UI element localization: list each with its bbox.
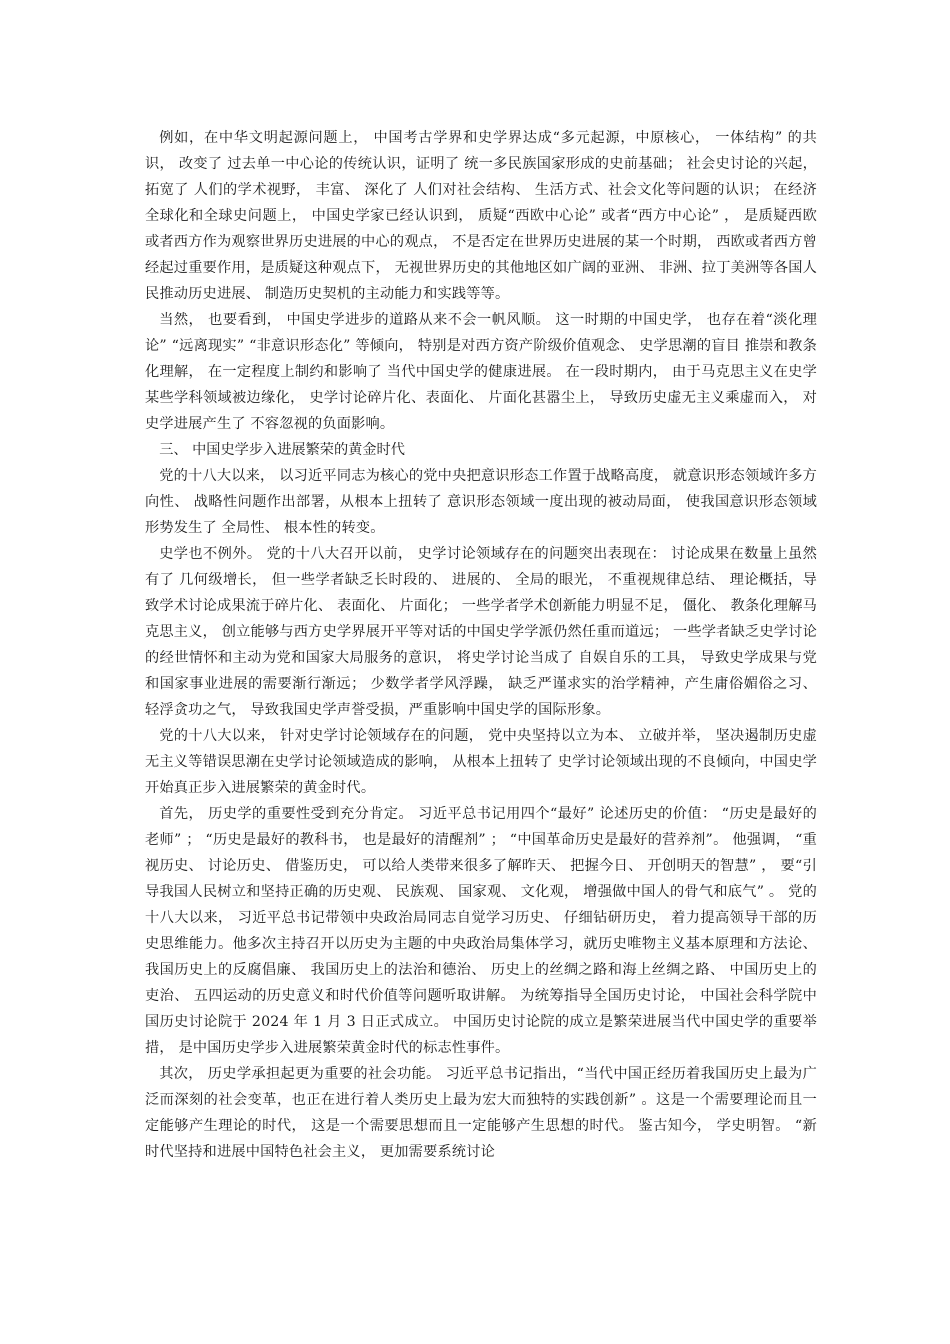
section-heading: 三、 中国史学步入进展繁荣的黄金时代	[159, 442, 405, 458]
paragraph-first-importance: 首先， 历史学的重要性受到充分肯定。 习近平总书记用四个“最好” 论述历史的价值： “历史是最好的老师” ； “历史是最好的教科书， 也是最好的清醒剂” ； “中国革命历史是最好的营养剂”。 他强调， “重视历史、 讨论历史、 借鉴历史， 可以给人类带来很多了解昨天、 把握今日、 开创明天的智慧” ， 要“引导我国人民树立和坚持正确的历史观、 民族观、 国家观、 文化观， 增强做中国人的骨气和底气” 。 党的十八大以来， 习近平总书记带领中央政治局同志自觉学习历史、 仔细钻研历史， 着力提高领导干部的历史思维能力。他多次主持召开以历史为主题的中央政治局集体学习，就历史唯物主义基本原理和方法论、 我国历史上的反腐倡廉、 我国历史上的法治和德治、 历史上的丝绸之路和海上丝绸之路、 中国历史上的吏治、 五四运动的历史意义和时代价值等问题听取讲解。 为统筹指导全国历史讨论， 中国社会科学院中国历史讨论院于 2024 年 1 月 3 日正式成立。 中国历史讨论院的成立是繁荣进展当代中国史学的重要举措， 是中国历史学步入进展繁荣黄金时代的标志性事件。	[145, 806, 817, 1056]
paragraph-civilization-origin: 例如，在中华文明起源问题上， 中国考古学界和史学界达成“多元起源，中原核心， 一体结构” 的共识， 改变了 过去单一中心论的传统认识，证明了 统一多民族国家形成的史前基础； 社会史讨论的兴起，拓宽了 人们的学术视野， 丰富、 深化了 人们对社会结构、 生活方式、社会文化等问题的认识； 在经济全球化和全球史问题上， 中国史学家已经认识到， 质疑“西欧中心论” 或者“西方中心论” ， 是质疑西欧或者西方作为观察世界历史进展的中心的观点， 不是否定在世界历史进展的某一个时期， 西欧或者西方曾经起过重要作用，是质疑这种观点下， 无视世界历史的其他地区如广阔的亚洲、 非洲、拉丁美洲等各国人民推动历史进展、 制造历史契机的主动能力和实践等等。	[145, 130, 817, 302]
paragraph-golden-age: 党的十八大以来， 针对史学讨论领域存在的问题， 党中央坚持以立为本、 立破并举， 坚决遏制历史虚无主义等错误思潮在史学讨论领域造成的影响， 从根本上扭转了 史学讨论领域出现的不良倾向，中国史学开始真正步入进展繁荣的黄金时代。	[145, 728, 817, 796]
document-body	[145, 125, 817, 1165]
paragraph-second-social-function: 其次， 历史学承担起更为重要的社会功能。 习近平总书记指出，“当代中国正经历着我国历史上最为广泛而深刻的社会变革，也正在进行着人类历史上最为宏大而独特的实践创新” 。这是一个需要理论而且一定能够产生理论的时代， 这是一个需要思想而且一定能够产生思想的时代。 鉴古知今， 学史明智。 “新时代坚持和进展中国特色社会主义， 更加需要系统讨论	[145, 1066, 817, 1160]
paragraph-historiography-problems: 史学也不例外。 党的十八大召开以前， 史学讨论领域存在的问题突出表现在： 讨论成果在数量上虽然有了 几何级增长， 但一些学者缺乏长时段的、 进展的、 全局的眼光， 不重视规律总结、 理论概括，导致学术讨论成果流于碎片化、 表面化、 片面化； 一些学者学术创新能力明显不足， 僵化、 教条化理解马克思主义， 创立能够与西方史学界展开平等对话的中国史学学派仍然任重而道远； 一些学者缺乏史学讨论的经世情怀和主动为党和国家大局服务的意识， 将史学讨论当成了 自娱自乐的工具， 导致史学成果与党和国家事业进展的需要渐行渐远； 少数学者学风浮躁， 缺乏严谨求实的治学精神，产生庸俗媚俗之习、 轻浮贪功之气， 导致我国史学声誉受损，严重影响中国史学的国际形象。	[145, 546, 817, 718]
paragraph-setbacks: 当然， 也要看到， 中国史学进步的道路从来不会一帆风顺。 这一时期的中国史学， 也存在着“淡化理论” “远离现实” “非意识形态化” 等倾向， 特别是对西方资产阶级价值观念、 史学思潮的盲目 推崇和教条化理解， 在一定程度上制约和影响了 当代中国史学的健康进展。 在一段时期内， 由于马克思主义在史学某些学科领域被边缘化， 史学讨论碎片化、表面化、 片面化甚嚣尘上， 导致历史虚无主义乘虚而入， 对史学进展产生了 不容忽视的负面影响。	[145, 312, 817, 432]
paragraph-eighteenth-congress: 党的十八大以来， 以习近平同志为核心的党中央把意识形态工作置于战略高度， 就意识形态领域许多方向性、 战略性问题作出部署，从根本上扭转了 意识形态领域一度出现的被动局面， 使我国意识形态领域形势发生了 全局性、 根本性的转变。	[145, 468, 817, 536]
